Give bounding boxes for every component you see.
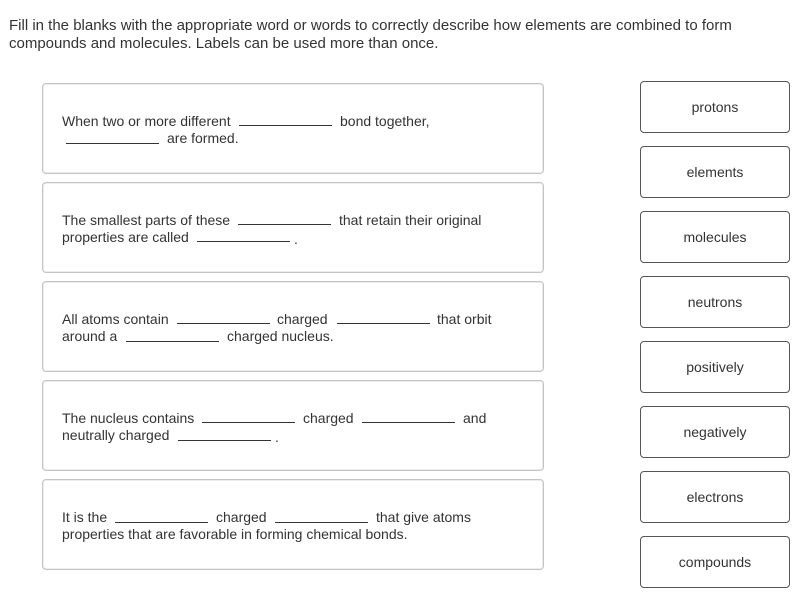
question-4-text-1: The nucleus contains <box>62 410 195 426</box>
question-4-text-4: neutrally charged <box>62 427 170 443</box>
drop-blank-4a[interactable] <box>202 422 295 423</box>
label-neutrons[interactable]: neutrons <box>640 276 790 328</box>
question-3-text-2: charged <box>277 311 328 327</box>
label-molecules[interactable]: molecules <box>640 211 790 263</box>
drop-blank-3a[interactable] <box>177 323 270 324</box>
question-5-text-2: charged <box>216 509 267 525</box>
question-1-text-3: are formed. <box>167 130 239 146</box>
question-5-text-4: properties that are favorable in forming chemical bonds. <box>62 526 408 542</box>
question-2-text-4: . <box>294 231 298 247</box>
label-elements[interactable]: elements <box>640 146 790 198</box>
drop-blank-1b[interactable] <box>66 143 159 144</box>
drop-blank-4c[interactable] <box>178 440 271 441</box>
question-4-text-5: . <box>275 429 279 445</box>
question-3-text-1: All atoms contain <box>62 311 169 327</box>
instructions-text: Fill in the blanks with the appropriate word or words to correctly describe how elements are combined to form compounds and molecules. Labels can be used more than once. <box>9 17 732 52</box>
question-4-text-2: charged <box>303 410 354 426</box>
label-electrons[interactable]: electrons <box>640 471 790 523</box>
question-4-text-3: and <box>463 410 487 426</box>
drop-blank-3c[interactable] <box>126 341 219 342</box>
label-negatively[interactable]: negatively <box>640 406 790 458</box>
label-compounds[interactable]: compounds <box>640 536 790 588</box>
question-3-text-3: that orbit <box>437 311 492 327</box>
question-1-text-2: bond together, <box>340 113 430 129</box>
question-5-text-1: It is the <box>62 509 108 525</box>
label-positively[interactable]: positively <box>640 341 790 393</box>
drop-blank-1a[interactable] <box>239 125 332 126</box>
drop-blank-2b[interactable] <box>197 241 290 242</box>
drop-blank-5b[interactable] <box>275 522 368 523</box>
question-2-text-2: that retain their original <box>339 212 482 228</box>
drop-blank-2a[interactable] <box>238 224 331 225</box>
question-2-text-3: properties are called <box>62 229 189 245</box>
drop-blank-4b[interactable] <box>362 422 455 423</box>
question-1-text-1: When two or more different <box>62 113 231 129</box>
question-5-text-3: that give atoms <box>376 509 471 525</box>
question-3-text-4: around a <box>62 328 118 344</box>
question-2-text-1: The smallest parts of these <box>62 212 231 228</box>
label-protons[interactable]: protons <box>640 81 790 133</box>
drop-blank-3b[interactable] <box>337 323 430 324</box>
question-3-text-5: charged nucleus. <box>227 328 334 344</box>
drop-blank-5a[interactable] <box>115 522 208 523</box>
